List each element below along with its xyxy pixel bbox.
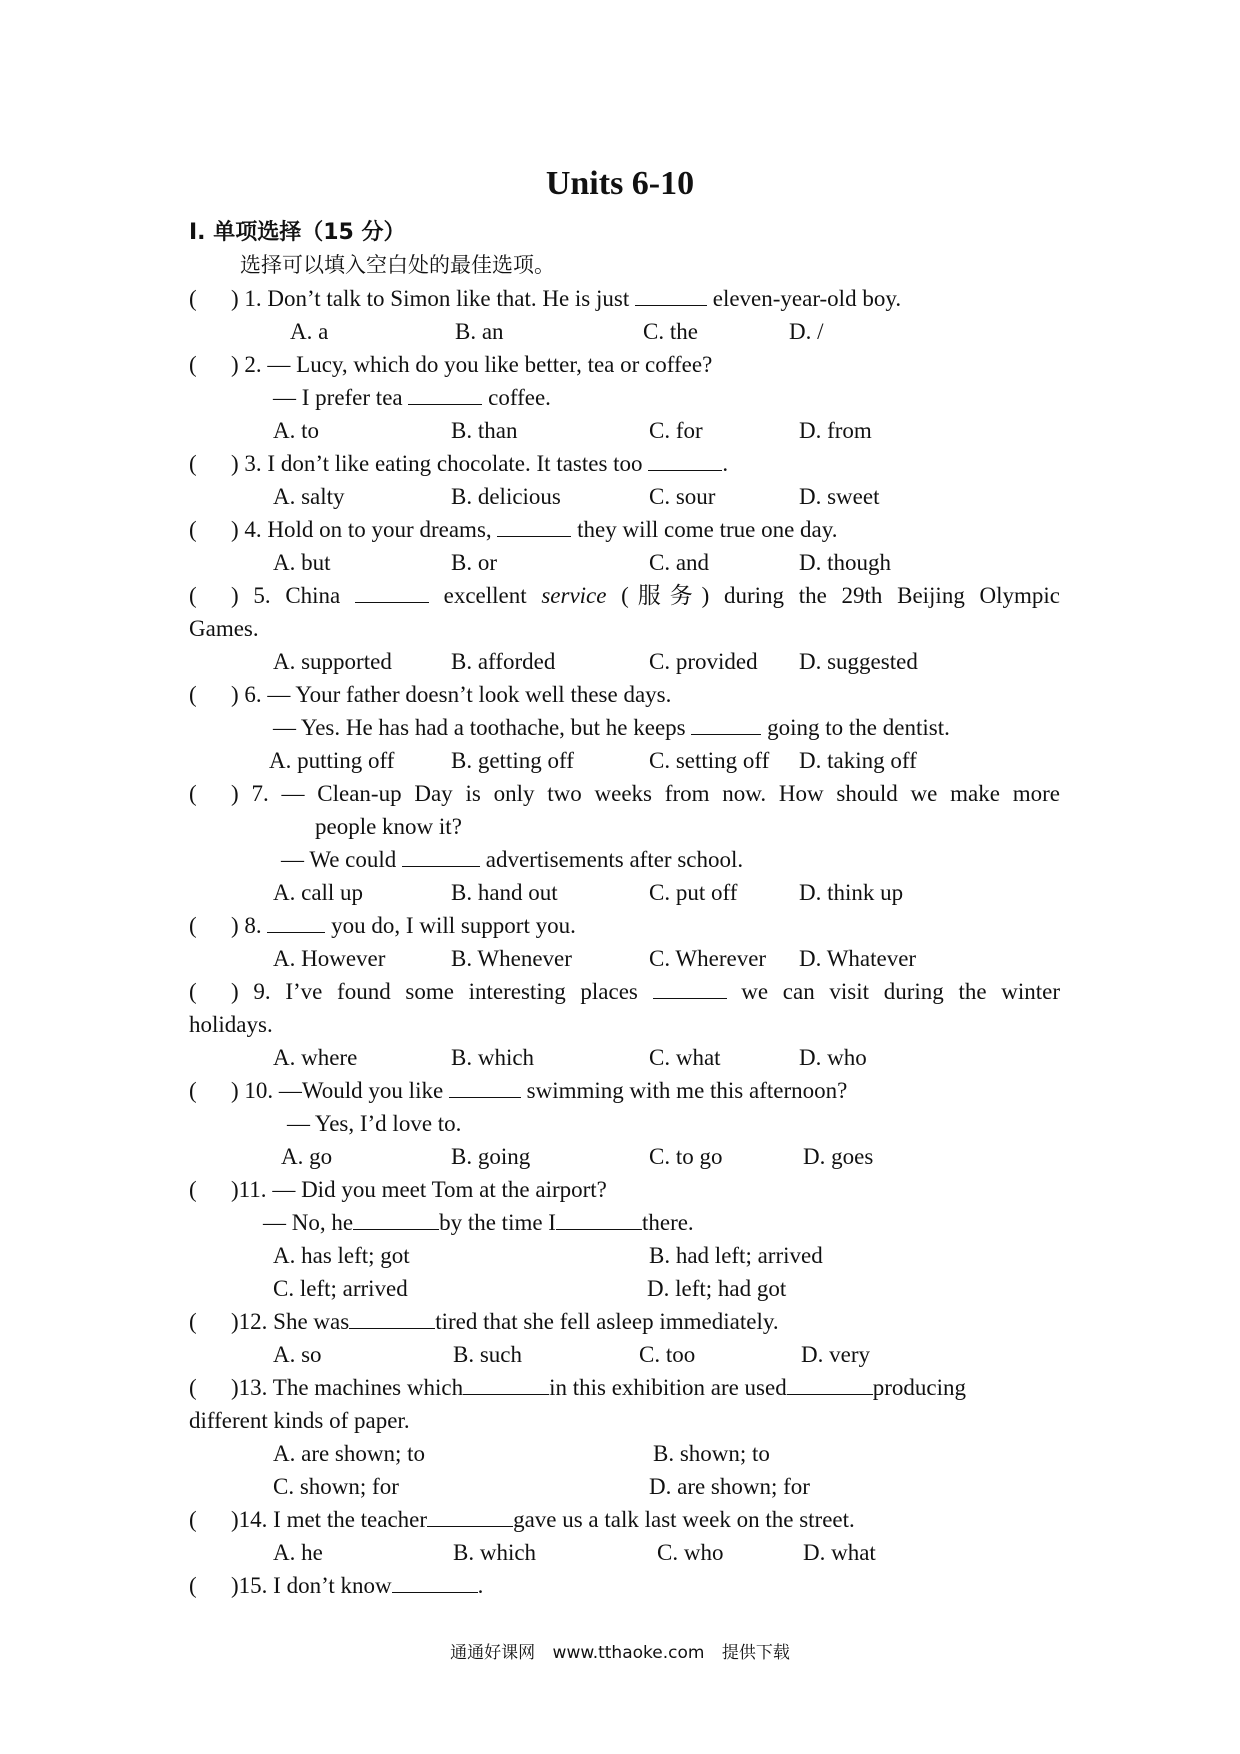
answer-options: [189, 1470, 1060, 1503]
question-number: )13.: [231, 1375, 268, 1400]
answer-blank[interactable]: [787, 1374, 873, 1395]
question-12: [189, 1305, 1060, 1371]
answer-options: [189, 1536, 1060, 1569]
option-d[interactable]: D. what: [803, 1540, 876, 1565]
question-stem: ( )11. — Did you meet Tom at the airport?: [189, 1177, 607, 1202]
option-d[interactable]: D. who: [799, 1045, 867, 1070]
question-stem: ( ) 10. —Would you like swimming with me this afternoon?: [189, 1078, 848, 1103]
option-d[interactable]: D. from: [799, 418, 872, 443]
option-d[interactable]: D. very: [801, 1342, 870, 1367]
dialogue-line: — No, he by the time I there.: [263, 1210, 694, 1235]
question-1: [189, 282, 1060, 348]
option-b[interactable]: B. or: [451, 550, 497, 575]
option-a[interactable]: A. has left; got: [273, 1243, 410, 1268]
option-b[interactable]: B. which: [453, 1540, 537, 1565]
question-number: ) 5.: [231, 583, 271, 608]
option-b[interactable]: B. afforded: [451, 649, 556, 674]
question-stem: ( )15. I don’t know .: [189, 1573, 484, 1598]
option-c[interactable]: C. shown; for: [273, 1474, 399, 1499]
footer-site-name: 通通好课网: [450, 1643, 536, 1663]
question-6: [189, 678, 1060, 777]
answer-blank[interactable]: [355, 582, 429, 603]
option-d[interactable]: D. taking off: [799, 748, 917, 773]
question-stem: ( ) 9. I’ve found some interesting places we can visit during the winter: [189, 979, 1061, 1004]
question-stem: ( )12. She was tired that she fell asleep immediately.: [189, 1309, 779, 1334]
question-4: [189, 513, 1060, 579]
option-b[interactable]: B. going: [451, 1144, 531, 1169]
option-c[interactable]: C. and: [649, 550, 710, 575]
option-c[interactable]: C. what: [649, 1045, 721, 1070]
question-stem-wrap: different kinds of paper.: [189, 1408, 410, 1433]
option-a[interactable]: A. go: [281, 1144, 333, 1169]
question-number: ) 1.: [231, 286, 262, 311]
question-14: [189, 1503, 1060, 1569]
dialogue-line: — We could advertisements after school.: [281, 847, 744, 872]
option-c[interactable]: C. for: [649, 418, 703, 443]
question-stem: ( ) 1. Don’t talk to Simon like that. He is just eleven-year-old boy.: [189, 286, 902, 311]
answer-blank[interactable]: [392, 1572, 478, 1593]
option-b[interactable]: B. which: [451, 1045, 535, 1070]
answer-options: [189, 414, 1060, 447]
question-number: )14.: [231, 1507, 268, 1532]
question-stem: ( ) 3. I don’t like eating chocolate. It tastes too .: [189, 451, 729, 476]
answer-options: [189, 1041, 1060, 1074]
dialogue-line: — I prefer tea coffee.: [273, 385, 551, 410]
option-c[interactable]: C. provided: [649, 649, 758, 674]
answer-blank[interactable]: [463, 1374, 549, 1395]
option-a[interactable]: A. supported: [273, 649, 392, 674]
dialogue-line: — Yes, I’d love to.: [287, 1111, 462, 1136]
question-9: [189, 975, 1060, 1074]
option-a[interactable]: A. a: [290, 319, 329, 344]
answer-options: [189, 1239, 1060, 1272]
question-stem: ( ) 5. China excellent service (服务) during the 29th Beijing Olympic: [189, 583, 1060, 608]
option-a[interactable]: A. salty: [273, 484, 345, 509]
question-3: [189, 447, 1060, 513]
question-number: ) 3.: [231, 451, 262, 476]
answer-options: [189, 1140, 1060, 1173]
question-7: [189, 777, 1060, 909]
option-c[interactable]: C. put off: [649, 880, 738, 905]
option-a[interactable]: A. putting off: [269, 748, 395, 773]
option-a[interactable]: A. are shown; to: [273, 1441, 426, 1466]
question-number: ) 10.: [231, 1078, 274, 1103]
footer-url[interactable]: www.tthaoke.com: [552, 1643, 705, 1663]
answer-blank[interactable]: [349, 1308, 435, 1329]
option-b[interactable]: B. an: [455, 319, 504, 344]
option-d[interactable]: D. /: [789, 319, 824, 344]
answer-blank[interactable]: [556, 1209, 642, 1230]
option-b[interactable]: B. hand out: [451, 880, 558, 905]
answer-blank[interactable]: [427, 1506, 513, 1527]
question-stem: ( ) 6. — Your father doesn’t look well these days.: [189, 682, 672, 707]
option-d[interactable]: D. goes: [803, 1144, 874, 1169]
answer-blank[interactable]: [653, 978, 727, 999]
option-a[interactable]: A. However: [273, 946, 386, 971]
answer-blank[interactable]: [353, 1209, 439, 1230]
answer-blank[interactable]: [648, 450, 722, 471]
dialogue-line: — Yes. He has had a toothache, but he keeps going to the dentist.: [273, 715, 950, 740]
answer-options: [189, 1437, 1060, 1470]
answer-options: [189, 744, 1060, 777]
answer-options: [189, 942, 1060, 975]
option-a[interactable]: A. call up: [273, 880, 364, 905]
page-title: Units 6-10: [545, 165, 695, 202]
question-13: [189, 1371, 1060, 1503]
option-a[interactable]: A. so: [273, 1342, 322, 1367]
question-15: [189, 1569, 1060, 1602]
answer-options: [189, 645, 1060, 678]
option-b[interactable]: B. had left; arrived: [649, 1243, 823, 1268]
answer-blank[interactable]: [408, 384, 482, 405]
question-number: ) 9.: [231, 979, 271, 1004]
question-stem: ( ) 8. you do, I will support you.: [189, 913, 576, 938]
option-c[interactable]: C. who: [657, 1540, 724, 1565]
question-stem: ( ) 7. — Clean-up Day is only two weeks from now. How should we make more: [189, 781, 1060, 806]
page-footer: [0, 1638, 1240, 1663]
option-d[interactable]: D. are shown; for: [649, 1474, 810, 1499]
answer-blank[interactable]: [449, 1077, 521, 1098]
answer-options: [189, 1272, 1060, 1305]
option-b[interactable]: B. Whenever: [451, 946, 572, 971]
option-c[interactable]: C. to go: [649, 1144, 723, 1169]
option-c[interactable]: C. too: [639, 1342, 696, 1367]
option-b[interactable]: B. getting off: [451, 748, 574, 773]
question-number: ) 7.: [231, 781, 269, 806]
question-number: ) 8.: [231, 913, 262, 938]
question-11: [189, 1173, 1060, 1305]
question-5: [189, 579, 1060, 678]
option-b[interactable]: B. such: [453, 1342, 522, 1367]
question-stem: ( ) 2. — Lucy, which do you like better, tea or coffee?: [189, 352, 713, 377]
question-2: [189, 348, 1060, 447]
option-b[interactable]: B. shown; to: [653, 1441, 770, 1466]
answer-blank[interactable]: [691, 714, 761, 735]
question-stem: ( )13. The machines which in this exhibition are used producing: [189, 1375, 966, 1400]
answer-blank[interactable]: [497, 516, 571, 537]
section-instruction: 选择可以填入空白处的最佳选项。: [240, 253, 555, 277]
question-stem-wrap: holidays.: [189, 1012, 273, 1037]
option-c[interactable]: C. setting off: [649, 748, 770, 773]
option-a[interactable]: A. where: [273, 1045, 358, 1070]
answer-blank[interactable]: [635, 285, 707, 306]
option-b[interactable]: B. than: [451, 418, 518, 443]
question-stem: ( )14. I met the teacher gave us a talk last week on the street.: [189, 1507, 855, 1532]
question-stem-wrap: Games.: [189, 616, 259, 641]
section-heading: Ⅰ. 单项选择（15 分）: [189, 220, 406, 245]
option-a[interactable]: A. he: [273, 1540, 323, 1565]
option-d[interactable]: D. sweet: [799, 484, 880, 509]
question-number: ) 4.: [231, 517, 262, 542]
answer-options: [189, 1338, 1060, 1371]
option-a[interactable]: A. to: [273, 418, 319, 443]
answer-blank[interactable]: [267, 912, 325, 933]
question-number: ) 2.: [231, 352, 262, 377]
option-a[interactable]: A. but: [273, 550, 331, 575]
question-10: [189, 1074, 1060, 1173]
option-c[interactable]: C. Wherever: [649, 946, 767, 971]
question-stem-wrap: people know it?: [315, 814, 462, 839]
option-c[interactable]: C. left; arrived: [273, 1276, 408, 1301]
option-d[interactable]: D. think up: [799, 880, 904, 905]
option-d[interactable]: D. left; had got: [647, 1276, 787, 1301]
question-number: )15.: [231, 1573, 268, 1598]
answer-options: [189, 546, 1060, 579]
option-d[interactable]: D. though: [799, 550, 891, 575]
question-number: ) 6.: [231, 682, 262, 707]
option-c[interactable]: C. sour: [649, 484, 716, 509]
option-d[interactable]: D. Whatever: [799, 946, 917, 971]
answer-options: [189, 480, 1060, 513]
option-b[interactable]: B. delicious: [451, 484, 561, 509]
answer-blank[interactable]: [402, 846, 480, 867]
option-c[interactable]: C. the: [643, 319, 698, 344]
option-d[interactable]: D. suggested: [799, 649, 918, 674]
question-stem: ( ) 4. Hold on to your dreams, they will come true one day.: [189, 517, 838, 542]
question-number: )11.: [231, 1177, 267, 1202]
exam-content: [189, 216, 1060, 1602]
question-8: [189, 909, 1060, 975]
answer-options: [189, 315, 1060, 348]
footer-note: 提供下载: [721, 1643, 790, 1663]
question-number: )12.: [231, 1309, 268, 1334]
answer-options: [189, 876, 1060, 909]
